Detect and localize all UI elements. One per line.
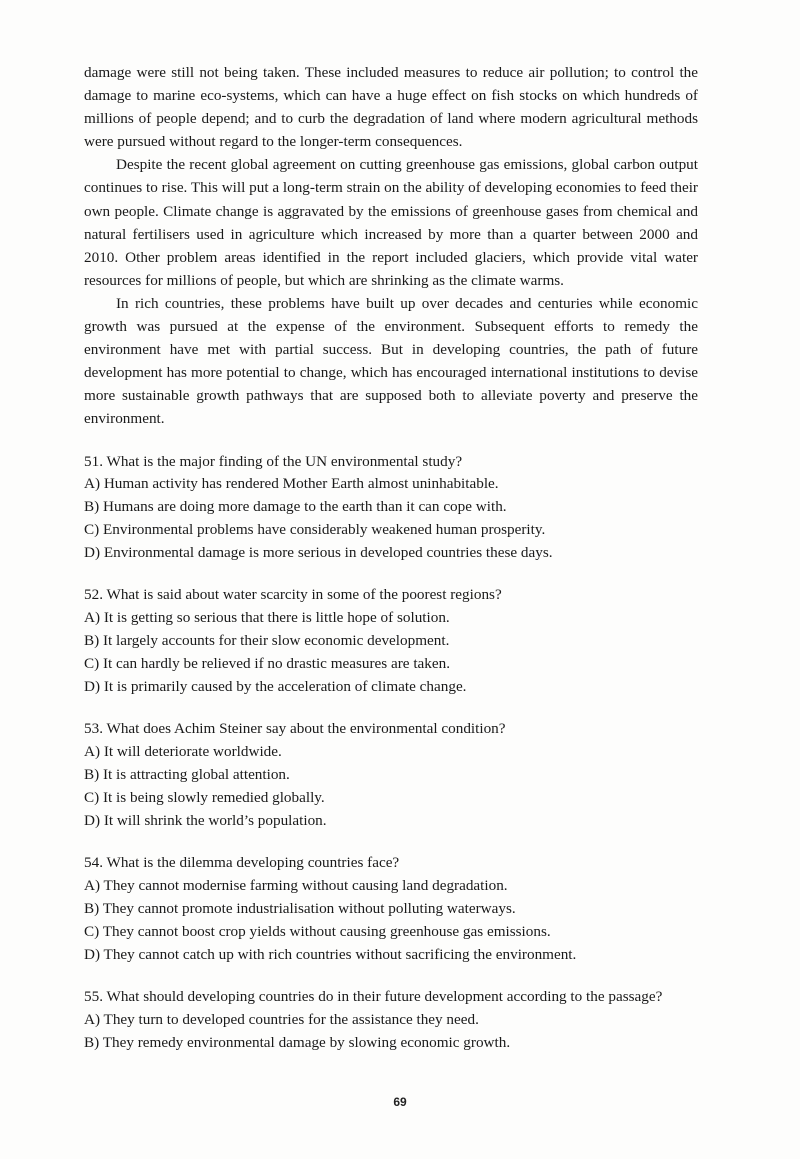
question-stem: 55. What should developing countries do in their future development according to the passage?	[84, 988, 663, 1006]
option-c: C) It can hardly be relieved if no drastic measures are taken.	[84, 654, 451, 672]
option-a: A) It is getting so serious that there is little hope of solution.	[84, 609, 450, 627]
option-c: C) Environmental problems have considerably weakened human prosperity.	[84, 520, 546, 538]
passage-paragraph-2: Despite the recent global agreement on cutting greenhouse gas emissions, global carbon output continues to rise. This will put a long-term strain on the ability of developing economies to feed their own people. Climate change is aggravated by the emissions of greenhouse gases from chemical and natural fertilisers used in agriculture which increased by more than a quarter between 2000 and 2010. Other problem areas identified in the report included glaciers, which provide vital water resources for millions of people, but which are shrinking as the climate warms.	[84, 156, 698, 289]
option-d: D) It will shrink the world’s population.	[84, 811, 327, 829]
page-number: 69	[393, 1095, 407, 1109]
question-stem: 54. What is the dilemma developing countries face?	[84, 854, 400, 872]
question-53	[84, 718, 698, 832]
option-d: D) They cannot catch up with rich countries without sacrificing the environment.	[84, 945, 577, 963]
option-c: C) It is being slowly remedied globally.	[84, 788, 325, 806]
question-list	[84, 451, 698, 1055]
question-54	[84, 852, 698, 966]
page-content	[84, 61, 698, 1075]
option-b: B) It is attracting global attention.	[84, 766, 290, 784]
option-b: B) They remedy environmental damage by slowing economic growth.	[84, 1034, 511, 1052]
option-d: D) Environmental damage is more serious in developed countries these days.	[84, 543, 553, 561]
question-51	[84, 451, 698, 565]
question-stem: 53. What does Achim Steiner say about the environmental condition?	[84, 720, 506, 738]
question-55	[84, 986, 698, 1054]
question-stem: 52. What is said about water scarcity in some of the poorest regions?	[84, 586, 502, 604]
option-a: A) It will deteriorate worldwide.	[84, 743, 282, 761]
option-a: A) Human activity has rendered Mother Earth almost uninhabitable.	[84, 475, 499, 493]
passage-paragraph-1: damage were still not being taken. These included measures to reduce air pollution; to control the damage to marine eco-systems, which can have a huge effect on fish stocks on which hundreds of millions of people depend; and to curb the degradation of land where modern agricultural methods were pursued without regard to the longer-term consequences.	[84, 64, 698, 151]
reading-passage	[84, 61, 698, 431]
option-b: B) It largely accounts for their slow economic development.	[84, 632, 450, 650]
option-a: A) They cannot modernise farming without causing land degradation.	[84, 877, 508, 895]
option-a: A) They turn to developed countries for the assistance they need.	[84, 1011, 479, 1029]
passage-paragraph-3: In rich countries, these problems have built up over decades and centuries while economic growth was pursued at the expense of the environment. Subsequent efforts to remedy the environment have met with partial success. But in developing countries, the path of future development has more potential to change, which has encouraged international institutions to devise more sustainable growth pathways that are supposed both to alleviate poverty and preserve the environment.	[84, 294, 698, 428]
option-d: D) It is primarily caused by the acceleration of climate change.	[84, 677, 467, 695]
question-52	[84, 584, 698, 698]
option-b: B) They cannot promote industrialisation without polluting waterways.	[84, 900, 516, 918]
option-c: C) They cannot boost crop yields without causing greenhouse gas emissions.	[84, 922, 551, 940]
question-stem: 51. What is the major finding of the UN environmental study?	[84, 452, 463, 470]
option-b: B) Humans are doing more damage to the earth than it can cope with.	[84, 498, 507, 516]
